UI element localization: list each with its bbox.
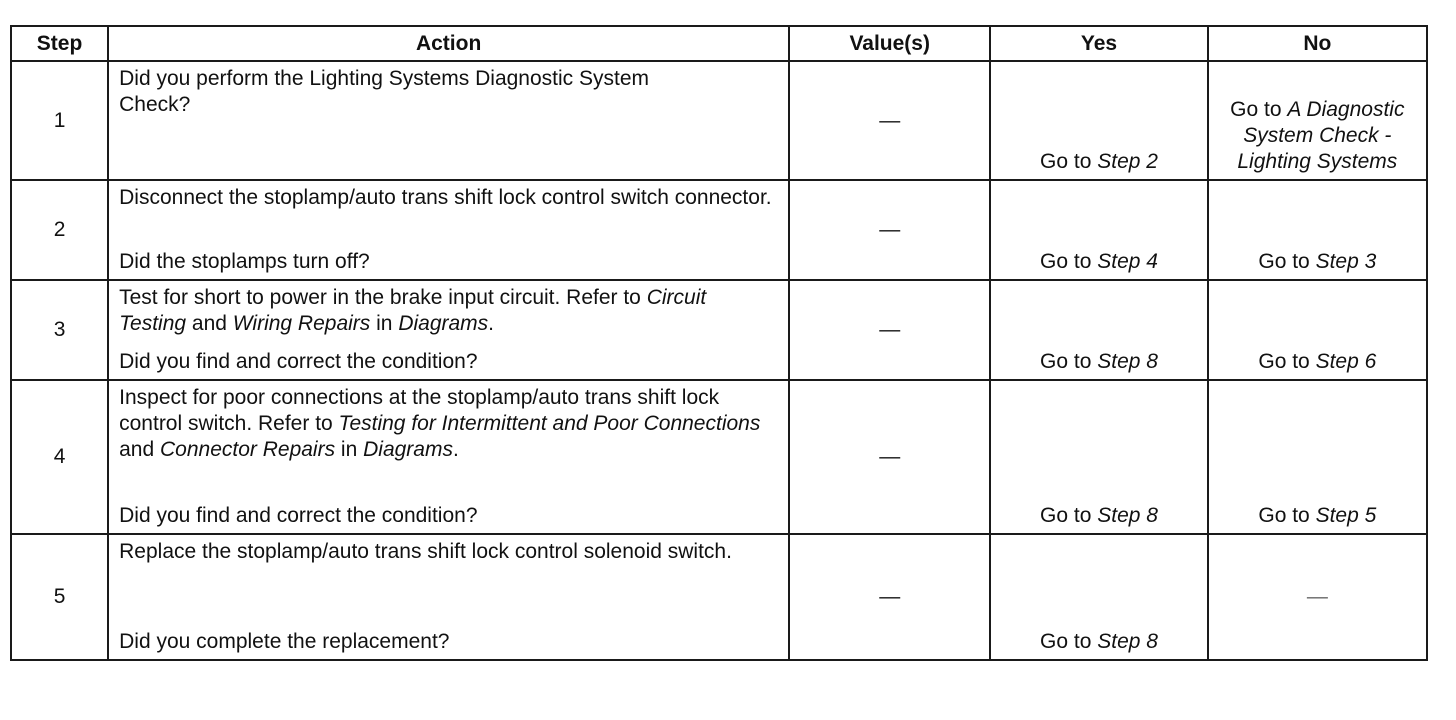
action-text xyxy=(119,385,778,463)
table-row xyxy=(11,534,1427,660)
yes-goto xyxy=(991,629,1206,655)
goto-prefix: Go to xyxy=(1258,504,1316,527)
action-cell xyxy=(108,180,789,280)
action-question: Did you find and correct the condition? xyxy=(119,504,478,527)
action-text: Disconnect the stoplamp/auto trans shift lock control switch connector. xyxy=(119,186,772,209)
yes-goto xyxy=(991,149,1206,175)
value-cell xyxy=(789,61,990,180)
header-row xyxy=(11,26,1427,61)
step-number: 1 xyxy=(11,61,108,180)
action-text xyxy=(119,285,778,337)
header-step: Step xyxy=(11,26,108,61)
goto-prefix: Go to xyxy=(1040,350,1098,373)
yes-goto xyxy=(991,503,1206,529)
action-cell xyxy=(108,61,789,180)
goto-prefix: Go to xyxy=(1040,250,1098,273)
action-text-part: Test for short to power in the brake input circuit. Refer to xyxy=(119,286,647,309)
action-question: Did the stoplamps turn off? xyxy=(119,250,370,273)
goto-prefix: Go to xyxy=(1040,150,1098,173)
table-row xyxy=(11,380,1427,534)
value-cell xyxy=(789,380,990,534)
yes-cell xyxy=(990,61,1207,180)
action-text: Did you perform the Lighting Systems Diagnostic System Check? xyxy=(119,67,650,116)
step-number: 4 xyxy=(11,380,108,534)
no-cell xyxy=(1208,380,1427,534)
action-text-part: and xyxy=(119,438,160,461)
reference-link[interactable]: Testing for Intermittent and Poor Connections xyxy=(338,412,761,435)
action-cell xyxy=(108,534,789,660)
goto-prefix: Go to xyxy=(1258,250,1316,273)
action-text-part: and xyxy=(186,312,233,335)
value-cell xyxy=(789,180,990,280)
action-text: Replace the stoplamp/auto trans shift lock control solenoid switch. xyxy=(119,540,732,563)
value-dash: — xyxy=(879,445,901,468)
step-number: 2 xyxy=(11,180,108,280)
no-cell xyxy=(1208,61,1427,180)
action-text-part: in xyxy=(335,438,364,461)
no-cell xyxy=(1208,180,1427,280)
goto-step-link[interactable]: Step 4 xyxy=(1097,250,1158,273)
diagnostic-table xyxy=(10,25,1428,661)
yes-cell xyxy=(990,380,1207,534)
reference-link[interactable]: Connector Repairs xyxy=(160,438,336,461)
yes-cell xyxy=(990,180,1207,280)
goto-prefix: Go to xyxy=(1258,350,1316,373)
action-text-part: Inspect for poor connections at the stoplamp/auto trans shift lock control switch. Refer to xyxy=(119,386,720,435)
value-dash: — xyxy=(879,108,901,132)
no-goto xyxy=(1209,349,1426,375)
no-goto xyxy=(1209,249,1426,275)
goto-step-link[interactable]: Step 5 xyxy=(1315,504,1377,527)
header-action: Action xyxy=(108,26,789,61)
goto-prefix: Go to xyxy=(1040,630,1098,653)
action-text-part: . xyxy=(452,438,459,461)
goto-prefix: Go to xyxy=(1040,504,1098,527)
no-goto xyxy=(1209,503,1426,529)
yes-cell xyxy=(990,280,1207,380)
action-question: Did you complete the replacement? xyxy=(119,630,450,653)
value-cell xyxy=(789,280,990,380)
goto-step-link[interactable]: Step 3 xyxy=(1315,250,1377,273)
step-number: 3 xyxy=(11,280,108,380)
yes-cell xyxy=(990,534,1207,660)
value-dash: — xyxy=(879,585,901,608)
reference-link[interactable]: Diagrams xyxy=(398,312,489,335)
table-row xyxy=(11,280,1427,380)
goto-step-link[interactable]: Step 2 xyxy=(1097,150,1158,173)
goto-prefix: Go to xyxy=(1230,98,1288,121)
action-text-part: . xyxy=(488,312,495,335)
goto-step-link[interactable]: Step 8 xyxy=(1097,504,1158,527)
no-goto xyxy=(1209,97,1426,175)
action-cell xyxy=(108,380,789,534)
value-dash: — xyxy=(879,218,901,241)
table-row xyxy=(11,180,1427,280)
header-no: No xyxy=(1208,26,1427,61)
goto-step-link[interactable]: Step 6 xyxy=(1315,350,1377,373)
goto-step-link[interactable]: Step 8 xyxy=(1097,630,1158,653)
table-row xyxy=(11,61,1427,180)
value-dash: — xyxy=(879,318,901,341)
step-number: 5 xyxy=(11,534,108,660)
yes-goto xyxy=(991,349,1206,375)
goto-step-link[interactable]: Step 8 xyxy=(1097,350,1158,373)
no-cell xyxy=(1208,280,1427,380)
action-question: Did you find and correct the condition? xyxy=(119,350,478,373)
goto-diagnostic-link[interactable]: A Diagnostic System Check - Lighting Systems xyxy=(1237,98,1405,173)
no-value-dash: — xyxy=(1306,585,1328,608)
yes-goto xyxy=(991,249,1206,275)
header-values: Value(s) xyxy=(789,26,990,61)
value-cell xyxy=(789,534,990,660)
reference-link[interactable]: Wiring Repairs xyxy=(232,312,371,335)
reference-link[interactable]: Circuit Testing xyxy=(119,286,707,335)
header-yes: Yes xyxy=(990,26,1207,61)
reference-link[interactable]: Diagrams xyxy=(363,438,453,461)
no-cell xyxy=(1208,534,1427,660)
action-text-part: in xyxy=(370,312,399,335)
action-cell xyxy=(108,280,789,380)
